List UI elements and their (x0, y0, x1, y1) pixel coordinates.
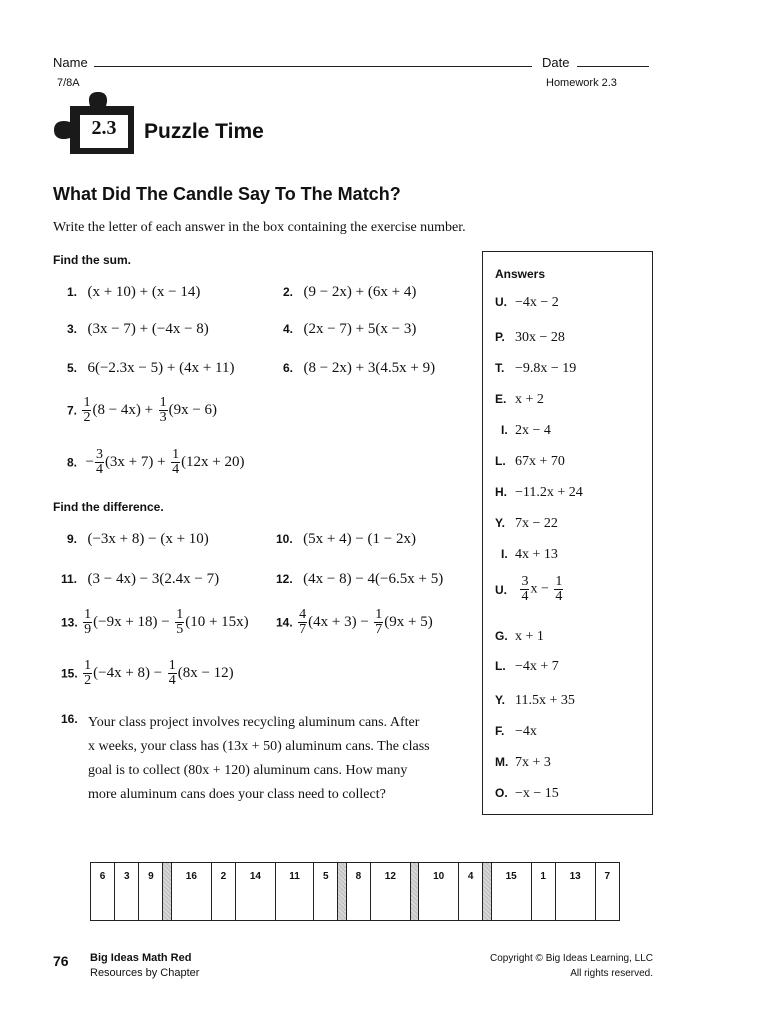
code-box[interactable]: 12 (370, 863, 410, 921)
copyright: Copyright © Big Ideas Learning, LLC (489, 953, 653, 964)
rights-reserved: All rights reserved. (570, 968, 653, 979)
answer-item: I. 2x − 4 (501, 423, 551, 438)
exercise-8: 8. − $\frac{3}{4}$ (3x + 7) + $\frac{1}{4}$ (12x + 20) (67, 447, 245, 477)
exercise-16: 16. Your class project involves recycling aluminum cans. After x weeks, your class has (13x + 50) aluminum cans. The class goal is to collect (80x + 120) aluminum cans. How many more aluminum cans does your class need to collect? (61, 711, 471, 807)
section-difference-heading: Find the difference. (53, 500, 164, 514)
exercise-14: 14. $\frac{4}{7}$ (4x + 3) − $\frac{1}{7}$ (9x + 5) (276, 607, 433, 637)
page-number: 76 (53, 953, 69, 969)
book-title: Big Ideas Math Red (90, 952, 192, 964)
code-box[interactable]: 4 (459, 863, 483, 921)
exercise-13: 13. $\frac{1}{9}$ (−9x + 18) − $\frac{1}{5}$ (10 + 15x) (61, 607, 249, 637)
answers-heading: Answers (495, 267, 546, 281)
lesson-badge: 2.3 (91, 117, 117, 139)
code-box[interactable]: 5 (314, 863, 338, 921)
exercise-7: 7. $\frac{1}{2}$ (8 − 4x) + $\frac{1}{3}$ (9x − 6) (67, 395, 218, 425)
word-problem-line: x weeks, your class has (13x + 50) aluminum cans. The class (88, 739, 430, 754)
answer-item: E. x + 2 (495, 392, 544, 407)
date-line (577, 56, 649, 67)
answer-item: T. −9.8x − 19 (495, 361, 577, 376)
date-field[interactable] (542, 55, 649, 70)
code-box[interactable]: 11 (275, 863, 313, 921)
answer-item: U. −4x − 2 (495, 295, 559, 310)
answer-item: I. 4x + 13 (501, 547, 558, 562)
answer-item: U. $\frac{3}{4}$ x − $\frac{1}{4}$ (495, 574, 563, 604)
answer-item: F. −4x (495, 724, 537, 739)
code-box[interactable]: 1 (531, 863, 555, 921)
exercise-12: 12. (4x − 8) − 4(−6.5x + 5) (276, 571, 444, 587)
instructions: Write the letter of each answer in the box containing the exercise number. (53, 220, 466, 235)
section-sum-heading: Find the sum. (53, 253, 131, 267)
word-problem-line: more aluminum cans does your class need to collect? (88, 787, 386, 802)
code-box[interactable]: 16 (171, 863, 211, 921)
name-field[interactable] (53, 55, 532, 70)
code-box[interactable]: 8 (346, 863, 370, 921)
answer-item: H. −11.2x + 24 (495, 485, 583, 500)
exercise-5: 5. 6(−2.3x − 5) + (4x + 11) (67, 360, 235, 376)
code-box-blank (483, 863, 491, 921)
code-box[interactable]: 15 (491, 863, 531, 921)
code-box-blank (338, 863, 346, 921)
exercise-2: 2. (9 − 2x) + (6x + 4) (283, 284, 417, 300)
code-box[interactable]: 7 (595, 863, 619, 921)
homework-label: Homework 2.3 (546, 77, 617, 89)
code-box[interactable]: 14 (235, 863, 275, 921)
answer-item: M. 7x + 3 (495, 755, 551, 770)
exercise-15: 15. $\frac{1}{2}$ (−4x + 8) − $\frac{1}{4}$ (8x − 12) (61, 658, 234, 688)
riddle-question: What Did The Candle Say To The Match? (53, 184, 401, 204)
class-code: 7/8A (57, 77, 80, 89)
exercise-4: 4. (2x − 7) + 5(x − 3) (283, 321, 417, 337)
date-label: Date (542, 55, 570, 70)
book-subtitle: Resources by Chapter (90, 967, 200, 979)
name-label: Name (53, 55, 88, 70)
code-box[interactable]: 10 (419, 863, 459, 921)
code-box[interactable]: 2 (211, 863, 235, 921)
code-box[interactable]: 13 (555, 863, 595, 921)
answer-item: Y. 11.5x + 35 (495, 693, 575, 708)
answer-item: L. 67x + 70 (495, 454, 565, 469)
exercise-3: 3. (3x − 7) + (−4x − 8) (67, 321, 209, 337)
exercise-6: 6. (8 − 2x) + 3(4.5x + 9) (283, 360, 436, 376)
exercise-11: 11. (3 − 4x) − 3(2.4x − 7) (61, 571, 220, 587)
answer-item: Y. 7x − 22 (495, 516, 558, 531)
answer-item: G. x + 1 (495, 629, 544, 644)
code-box[interactable]: 9 (139, 863, 163, 921)
answers-box (482, 251, 653, 815)
exercise-9: 9. (−3x + 8) − (x + 10) (67, 531, 209, 547)
word-problem-line: goal is to collect (80x + 120) aluminum cans. How many (88, 763, 408, 778)
name-line (94, 56, 532, 67)
exercise-10: 10. (5x + 4) − (1 − 2x) (276, 531, 416, 547)
code-box-blank (410, 863, 418, 921)
code-box[interactable]: 3 (115, 863, 139, 921)
exercise-1: 1. (x + 10) + (x − 14) (67, 284, 201, 300)
code-box-blank (163, 863, 171, 921)
code-box[interactable]: 6 (91, 863, 115, 921)
page-title: Puzzle Time (144, 120, 264, 143)
answer-item: L. −4x + 7 (495, 659, 559, 674)
answer-item: P. 30x − 28 (495, 330, 565, 345)
answer-item: O. −x − 15 (495, 786, 559, 801)
answer-code-table (90, 862, 620, 921)
word-problem-line: Your class project involves recycling aluminum cans. After (88, 715, 420, 730)
